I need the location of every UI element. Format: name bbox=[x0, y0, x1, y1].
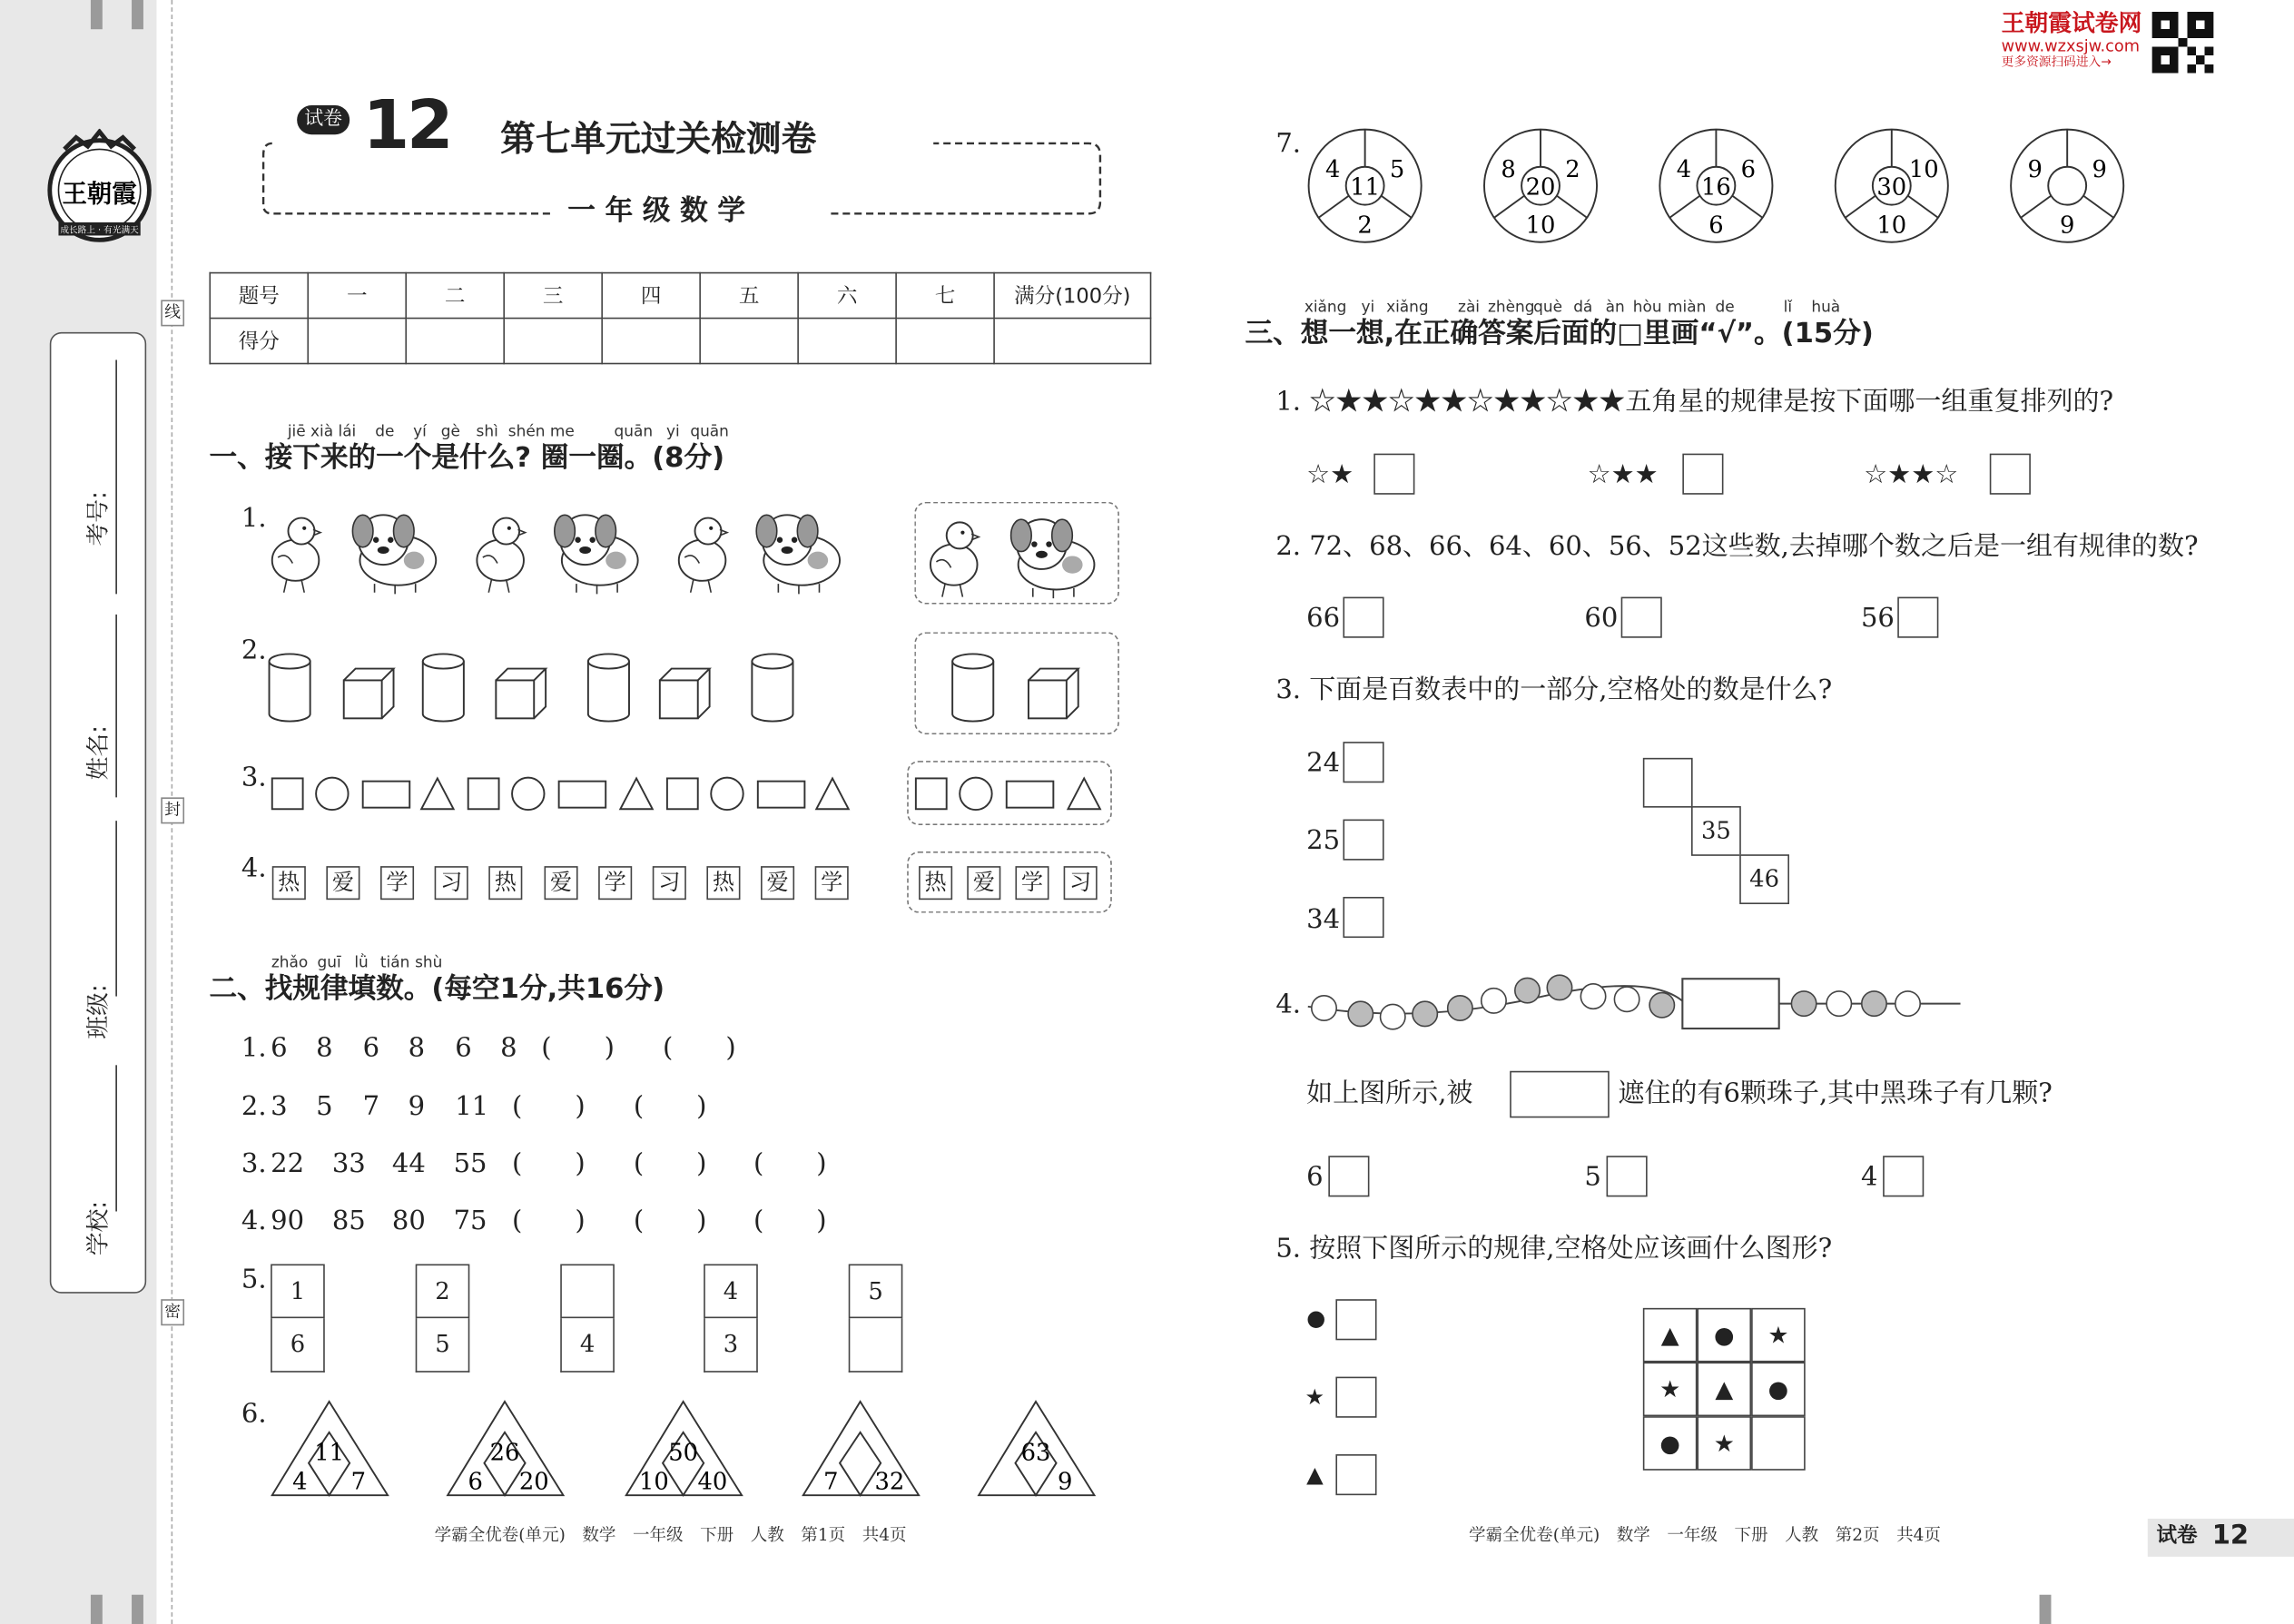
sequence-value: 6 bbox=[455, 1032, 472, 1064]
domino-bottom[interactable]: 4 bbox=[560, 1318, 615, 1373]
hundred-chart-blank[interactable] bbox=[1643, 758, 1693, 808]
question-number: 4. bbox=[241, 852, 267, 884]
svg-text:成长路上 · 有光满天: 成长路上 · 有光满天 bbox=[60, 225, 139, 236]
figure-number: 20 bbox=[518, 1468, 549, 1496]
answer-checkbox[interactable] bbox=[1343, 742, 1383, 782]
row-number: 2. bbox=[241, 1091, 267, 1123]
option-shape: ★ bbox=[1305, 1383, 1325, 1411]
pattern-char: 学 bbox=[380, 866, 414, 900]
score-cell[interactable] bbox=[308, 319, 406, 364]
pattern-char: 学 bbox=[815, 866, 849, 900]
option-char[interactable]: 学 bbox=[1015, 866, 1049, 900]
pinyin: shén me bbox=[507, 422, 575, 441]
number-triangle[interactable] bbox=[625, 1399, 744, 1499]
pinyin: dá bbox=[1573, 298, 1593, 317]
domino-top[interactable]: 1 bbox=[271, 1265, 325, 1319]
option-shape: ● bbox=[1306, 1304, 1326, 1332]
question-text: 遮住的有6颗珠子,其中黑珠子有几颗? bbox=[1618, 1078, 2053, 1109]
answer-checkbox[interactable] bbox=[1343, 897, 1383, 938]
score-cell[interactable] bbox=[602, 319, 700, 364]
pinyin: huà bbox=[1811, 298, 1841, 317]
gutter-mark-top bbox=[132, 0, 143, 29]
figure-number: 11 bbox=[314, 1439, 345, 1467]
grid-cell: ▲ bbox=[1643, 1308, 1698, 1363]
answer-checkbox[interactable] bbox=[1621, 597, 1662, 638]
answer-options-q1[interactable] bbox=[921, 509, 1115, 600]
section-2-heading: 二、找规律填数。(每空1分,共16分) bbox=[209, 972, 665, 1006]
question-number: 6. bbox=[241, 1398, 267, 1430]
sequence-value: 85 bbox=[331, 1206, 366, 1236]
answer-blank[interactable]: ( ) bbox=[512, 1206, 586, 1236]
question-text: 2. 72、68、66、64、60、56、52这些数,去掉哪个数之后是一组有规律的数? bbox=[1275, 531, 2199, 562]
pinyin: yi bbox=[665, 422, 680, 441]
pinyin: yí bbox=[413, 422, 427, 441]
grid-cell: ★ bbox=[1643, 1362, 1698, 1416]
grid-blank-cell[interactable] bbox=[1751, 1416, 1806, 1471]
question-text: 1. ☆★★☆★★☆★★☆★★五角星的规律是按下面哪一组重复排列的? bbox=[1275, 386, 2114, 418]
score-cell[interactable] bbox=[406, 319, 504, 364]
question-number: 4. bbox=[1275, 989, 1302, 1020]
sequence-value: 80 bbox=[391, 1206, 426, 1236]
gutter-mark-bottom bbox=[91, 1595, 103, 1624]
grid-cell: ★ bbox=[1751, 1308, 1806, 1363]
pinyin: zhǎo bbox=[271, 953, 309, 972]
row-number: 4. bbox=[241, 1206, 267, 1236]
figure-number: 26 bbox=[489, 1439, 520, 1467]
question-text: 如上图所示,被 bbox=[1306, 1078, 1473, 1109]
option-label: 60 bbox=[1584, 603, 1619, 634]
figure-number: 63 bbox=[1020, 1439, 1051, 1467]
pinyin: yi bbox=[1361, 298, 1375, 317]
sequence-value: 9 bbox=[408, 1091, 426, 1123]
question-number: 2. bbox=[241, 635, 267, 666]
page-badge bbox=[2148, 1519, 2294, 1557]
pinyin: guī bbox=[317, 953, 341, 972]
sequence-value: 22 bbox=[271, 1148, 305, 1180]
pinyin: hòu bbox=[1632, 298, 1662, 317]
figure-number: 4 bbox=[292, 1468, 308, 1496]
domino bbox=[849, 1265, 903, 1373]
answer-blank[interactable]: ( ) bbox=[512, 1091, 586, 1123]
figure-number: 6 bbox=[1708, 212, 1724, 240]
svg-text:王朝霞: 王朝霞 bbox=[62, 179, 137, 209]
answer-checkbox[interactable] bbox=[1990, 454, 2031, 495]
binding-char: 密 bbox=[161, 1299, 184, 1325]
option-char[interactable]: 习 bbox=[1064, 866, 1098, 900]
grid-cell: ★ bbox=[1697, 1416, 1751, 1471]
option-label: ☆★★ bbox=[1587, 459, 1659, 490]
gutter-mark-bottom bbox=[132, 1595, 143, 1624]
answer-checkbox[interactable] bbox=[1335, 1299, 1376, 1340]
footer-right: 学霸全优卷(单元) 数学 一年级 下册 人教 第2页 共4页 bbox=[1469, 1524, 1941, 1545]
question-number: 5. bbox=[241, 1264, 267, 1295]
pinyin: tián bbox=[379, 953, 410, 972]
option-label: 56 bbox=[1860, 603, 1895, 634]
cover-box bbox=[1510, 1071, 1610, 1118]
number-wheel[interactable] bbox=[1833, 127, 1953, 247]
pattern-char: 习 bbox=[435, 866, 468, 900]
answer-checkbox[interactable] bbox=[1883, 1156, 1924, 1196]
number-triangle[interactable] bbox=[802, 1399, 921, 1499]
sequence-value: 5 bbox=[316, 1091, 333, 1123]
publisher-name: 王朝霞试卷网 bbox=[2001, 8, 2142, 37]
sequence-value: 11 bbox=[455, 1091, 489, 1123]
number-wheel[interactable] bbox=[2009, 127, 2129, 247]
figure-number: 5 bbox=[1389, 156, 1405, 184]
answer-checkbox[interactable] bbox=[1335, 1454, 1376, 1495]
answer-blank[interactable]: ( ) bbox=[633, 1206, 707, 1236]
option-label: ☆★ bbox=[1306, 459, 1354, 490]
number-triangle[interactable] bbox=[978, 1399, 1098, 1499]
field-line[interactable] bbox=[115, 615, 117, 797]
pinyin: xiǎng bbox=[1304, 298, 1347, 317]
publisher-logo bbox=[44, 129, 154, 246]
answer-checkbox[interactable] bbox=[1335, 1377, 1376, 1418]
answer-checkbox[interactable] bbox=[1343, 597, 1383, 638]
pattern-char: 热 bbox=[706, 866, 740, 900]
pattern-char: 爱 bbox=[761, 866, 794, 900]
answer-checkbox[interactable] bbox=[1373, 454, 1414, 495]
score-header: 二 bbox=[406, 273, 504, 319]
pattern-char: 热 bbox=[272, 866, 306, 900]
bead-string bbox=[1302, 969, 1960, 1038]
domino-top[interactable]: 2 bbox=[416, 1265, 470, 1319]
pinyin: lǐ bbox=[1783, 298, 1793, 317]
score-cell[interactable] bbox=[504, 319, 602, 364]
paper-title: 第七单元过关检测卷 bbox=[500, 118, 817, 160]
pinyin: miàn bbox=[1668, 298, 1707, 317]
pinyin: de bbox=[1715, 298, 1735, 317]
domino bbox=[271, 1265, 325, 1373]
exam-number-label: 考号: bbox=[84, 491, 112, 546]
domino bbox=[416, 1265, 470, 1373]
answer-blank[interactable]: ( ) bbox=[633, 1148, 707, 1180]
figure-number: 9 bbox=[2059, 212, 2075, 240]
badge-label: 试卷 bbox=[2156, 1524, 2198, 1549]
domino-bottom[interactable] bbox=[849, 1318, 903, 1373]
option-label: 5 bbox=[1584, 1161, 1601, 1193]
gutter-mark-top bbox=[91, 0, 103, 29]
binding-char: 封 bbox=[161, 797, 184, 823]
pinyin: gè bbox=[440, 422, 460, 441]
pinyin: xiǎng bbox=[1386, 298, 1429, 317]
number-wheel[interactable] bbox=[1658, 127, 1777, 247]
school-label: 学校: bbox=[84, 1200, 112, 1256]
option-shape: ▲ bbox=[1306, 1462, 1324, 1489]
answer-options-q3[interactable] bbox=[914, 775, 1108, 816]
pattern-char: 爱 bbox=[326, 866, 359, 900]
domino bbox=[704, 1265, 758, 1373]
question-text: 3. 下面是百数表中的一部分,空格处的数是什么? bbox=[1275, 674, 1833, 705]
score-header: 四 bbox=[602, 273, 700, 319]
domino-top[interactable] bbox=[560, 1265, 615, 1319]
question-text: 5. 按照下图所示的规律,空格处应该画什么图形? bbox=[1275, 1233, 1833, 1265]
grid-cell: ● bbox=[1697, 1308, 1751, 1363]
figure-number: 4 bbox=[1676, 156, 1692, 184]
sequence-value: 3 bbox=[271, 1091, 288, 1123]
sequence-value: 6 bbox=[271, 1032, 288, 1064]
option-label: 66 bbox=[1306, 603, 1341, 634]
figure-number: 50 bbox=[668, 1439, 699, 1467]
sequence-value: 90 bbox=[271, 1206, 305, 1236]
hundred-chart-cell: 35 bbox=[1691, 806, 1741, 856]
pinyin: shì bbox=[476, 422, 498, 441]
domino-bottom[interactable]: 6 bbox=[271, 1318, 325, 1373]
score-header: 七 bbox=[896, 273, 994, 319]
name-label: 姓名: bbox=[84, 725, 112, 781]
option-char[interactable]: 热 bbox=[919, 866, 952, 900]
domino-top[interactable]: 4 bbox=[704, 1265, 758, 1319]
sequence-value: 6 bbox=[362, 1032, 380, 1064]
pattern-char: 学 bbox=[598, 866, 632, 900]
figure-number: 9 bbox=[2027, 156, 2043, 184]
pattern-char: 爱 bbox=[545, 866, 578, 900]
paper-subtitle: 一 年 级 数 学 bbox=[567, 194, 746, 227]
score-header: 三 bbox=[504, 273, 602, 319]
figure-number: 32 bbox=[874, 1468, 905, 1496]
pinyin: àn bbox=[1605, 298, 1625, 317]
option-label: 24 bbox=[1306, 747, 1341, 779]
figure-number: 4 bbox=[1324, 156, 1341, 184]
figure-number: 7 bbox=[823, 1468, 839, 1496]
figure-number: 10 bbox=[1876, 212, 1907, 240]
question-number: 7. bbox=[1275, 128, 1302, 160]
pinyin: lǜ bbox=[354, 953, 369, 972]
answer-checkbox[interactable] bbox=[1607, 1156, 1648, 1196]
score-label: 得分 bbox=[210, 319, 308, 364]
answer-blank[interactable]: ( ) bbox=[512, 1148, 586, 1180]
score-table bbox=[209, 272, 1151, 365]
field-line[interactable] bbox=[115, 1065, 117, 1211]
question-number: 3. bbox=[241, 762, 267, 793]
answer-checkbox[interactable] bbox=[1328, 1156, 1369, 1196]
answer-options-q2[interactable] bbox=[951, 650, 1092, 726]
pinyin: zhèng bbox=[1488, 298, 1535, 317]
figure-number: 40 bbox=[697, 1468, 728, 1496]
figure-number: 16 bbox=[1701, 173, 1731, 202]
score-cell[interactable] bbox=[994, 319, 1150, 364]
figure-number: 8 bbox=[1501, 156, 1516, 184]
pattern-char: 习 bbox=[653, 866, 686, 900]
answer-checkbox[interactable] bbox=[1343, 820, 1383, 861]
pattern-char: 热 bbox=[488, 866, 522, 900]
sequence-value: 44 bbox=[391, 1148, 426, 1180]
section-3-heading: 三、想一想,在正确答案后面的□里画“√”。(15分) bbox=[1245, 317, 1874, 350]
number-wheel[interactable] bbox=[1306, 127, 1426, 247]
domino-bottom[interactable]: 3 bbox=[704, 1318, 758, 1373]
grid-cell: ● bbox=[1751, 1362, 1806, 1416]
figure-number: 2 bbox=[1565, 156, 1580, 184]
figure-number: 6 bbox=[1740, 156, 1757, 184]
question-number: 1. bbox=[241, 503, 267, 535]
pinyin: quān bbox=[614, 422, 654, 441]
domino bbox=[560, 1265, 615, 1373]
sequence-value: 8 bbox=[316, 1032, 333, 1064]
answer-blank[interactable]: ( ) bbox=[541, 1032, 615, 1064]
sequence-value: 75 bbox=[453, 1206, 487, 1236]
sequence-value: 55 bbox=[453, 1148, 487, 1180]
sequence-value: 8 bbox=[408, 1032, 426, 1064]
answer-checkbox[interactable] bbox=[1682, 454, 1723, 495]
qr-code-icon[interactable] bbox=[2152, 12, 2214, 74]
pinyin: shù bbox=[415, 953, 443, 972]
option-label: ☆★★☆ bbox=[1864, 459, 1959, 490]
answer-checkbox[interactable] bbox=[1897, 597, 1938, 638]
sequence-value: 7 bbox=[362, 1091, 380, 1123]
answer-blank[interactable]: ( ) bbox=[753, 1206, 827, 1236]
grid-cell: ▲ bbox=[1697, 1362, 1751, 1416]
class-label: 班级: bbox=[84, 984, 112, 1039]
cylinder-cube-pattern bbox=[268, 650, 823, 726]
figure-number: 6 bbox=[468, 1468, 483, 1496]
number-triangle[interactable] bbox=[271, 1399, 390, 1499]
number-wheel[interactable] bbox=[1482, 127, 1602, 247]
sequence-value: 33 bbox=[331, 1148, 366, 1180]
score-header: 满分(100分) bbox=[994, 273, 1150, 319]
footer-left: 学霸全优卷(单元) 数学 一年级 下册 人教 第1页 共4页 bbox=[434, 1524, 907, 1545]
row-number: 3. bbox=[241, 1148, 267, 1180]
pinyin: de bbox=[375, 422, 395, 441]
answer-blank[interactable]: ( ) bbox=[663, 1032, 736, 1064]
field-line[interactable] bbox=[115, 821, 117, 996]
publisher-note: 更多资源扫码进入→ bbox=[2001, 55, 2112, 71]
publisher-url[interactable]: www.wzxsjw.com bbox=[2001, 36, 2141, 56]
answer-blank[interactable]: ( ) bbox=[753, 1148, 827, 1180]
row-number: 1. bbox=[241, 1032, 267, 1064]
score-cell[interactable] bbox=[798, 319, 896, 364]
grid-cell: ● bbox=[1643, 1416, 1698, 1471]
figure-number: 2 bbox=[1357, 212, 1373, 240]
score-header: 题号 bbox=[210, 273, 308, 319]
option-label: 6 bbox=[1306, 1161, 1324, 1193]
answer-blank[interactable]: ( ) bbox=[633, 1091, 707, 1123]
field-line[interactable] bbox=[115, 359, 117, 594]
chick-dog-pattern bbox=[263, 505, 863, 598]
figure-number: 10 bbox=[638, 1468, 669, 1496]
sequence-value: 8 bbox=[500, 1032, 517, 1064]
shape-pattern bbox=[268, 775, 868, 816]
paper-number: 12 bbox=[362, 84, 451, 164]
pinyin: zài bbox=[1458, 298, 1481, 317]
figure-number: 9 bbox=[1058, 1468, 1073, 1496]
gutter-mark-bottom bbox=[2040, 1595, 2052, 1624]
score-header: 一 bbox=[308, 273, 406, 319]
figure-number: 10 bbox=[1908, 156, 1939, 184]
option-label: 34 bbox=[1306, 904, 1341, 935]
number-triangle[interactable] bbox=[447, 1399, 566, 1499]
student-info-box bbox=[50, 332, 146, 1294]
score-header: 五 bbox=[700, 273, 798, 319]
score-cell[interactable] bbox=[700, 319, 798, 364]
hundred-chart-cell: 46 bbox=[1739, 854, 1789, 904]
figure-number: 10 bbox=[1525, 212, 1556, 240]
pinyin: què bbox=[1533, 298, 1563, 317]
pinyin: jiē xià lái bbox=[287, 422, 357, 441]
score-header: 六 bbox=[798, 273, 896, 319]
domino-bottom[interactable]: 5 bbox=[416, 1318, 470, 1373]
binding-char: 线 bbox=[161, 300, 184, 326]
figure-number: 11 bbox=[1350, 173, 1381, 202]
pinyin: quān bbox=[690, 422, 729, 441]
figure-number: 7 bbox=[350, 1468, 367, 1496]
domino-top[interactable]: 5 bbox=[849, 1265, 903, 1319]
section-1-heading: 一、接下来的一个是什么? 圈一圈。(8分) bbox=[209, 441, 725, 475]
paper-tag: 试卷 bbox=[297, 105, 350, 134]
option-label: 25 bbox=[1306, 824, 1341, 856]
badge-number: 12 bbox=[2211, 1520, 2250, 1551]
option-char[interactable]: 爱 bbox=[967, 866, 1000, 900]
figure-number: 9 bbox=[2092, 156, 2107, 184]
score-cell[interactable] bbox=[896, 319, 994, 364]
figure-number: 20 bbox=[1525, 173, 1556, 202]
figure-number: 30 bbox=[1876, 173, 1907, 202]
option-label: 4 bbox=[1860, 1161, 1878, 1193]
